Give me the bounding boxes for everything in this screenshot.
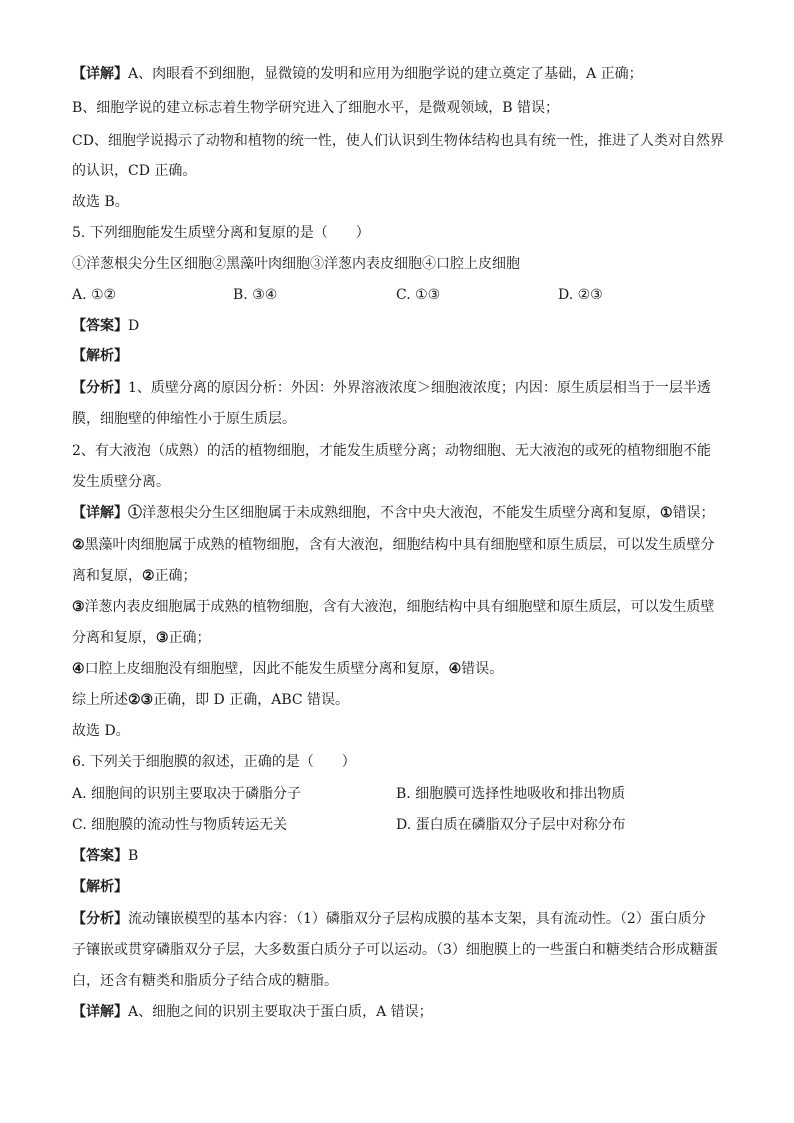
q5-detail-2: [72, 535, 722, 555]
q5-detail-2-cont-text: 离和复原，: [72, 568, 142, 584]
q5-detail-2-text: 黑藻叶肉细胞属于成熟的植物细胞，含有大液泡，细胞结构中具有细胞壁和原生质层，可以发生质壁分: [84, 537, 715, 553]
q6-option-b: B. 细胞膜可选择性地吸收和排出物质: [396, 786, 626, 802]
q6-option-a: A. 细胞间的识别主要取决于磷脂分子: [72, 786, 302, 802]
q6-analysis-tag: 【解析】: [72, 879, 128, 895]
q4-detail-a: [72, 64, 722, 84]
q6-option-c: C. 细胞膜的流动性与物质转运无关: [72, 817, 288, 833]
mark-4-end: ④: [448, 661, 462, 677]
q5-option-b: B. ③④: [233, 287, 278, 303]
q6-question: 6. 下列关于细胞膜的叙述，正确的是（ ）: [72, 754, 356, 770]
q5-answer: [72, 316, 722, 336]
q4-detail-cd-1: CD、细胞学说揭示了动物和植物的统一性，使人们认识到生物体结构也具有统一性，推进了人类对自然界: [72, 133, 724, 149]
mark-1-end: ①: [660, 505, 673, 521]
q5-detail-3-end: 正确；: [168, 630, 211, 646]
mark-4: ④: [72, 661, 85, 677]
answer-tag: 【答案】: [72, 318, 128, 334]
q4-detail-b: B、细胞学说的建立标志着生物学研究进入了细胞水平，是微观领域，B 错误；: [72, 100, 560, 116]
mark-1: ①: [128, 505, 142, 521]
q5-analysis-tag: 【解析】: [72, 348, 128, 364]
q5-detail-3-cont: [72, 628, 722, 648]
q5-summary-post: 正确，即 D 正确，ABC 错误。: [153, 692, 350, 708]
q5-fenxi-1: [72, 378, 722, 398]
q5-stem: ①洋葱根尖分生区细胞②黑藻叶肉细胞③洋葱内表皮细胞④口腔上皮细胞: [72, 256, 520, 272]
q6-fenxi-3: 白，还含有糖类和脂质分子结合成的糖脂。: [72, 973, 338, 989]
q4-detail-cd-2: 的认识，CD 正确。: [72, 163, 197, 179]
q4-choose: 故选 B。: [72, 194, 129, 210]
q5-detail-1: [72, 503, 722, 523]
q5-detail-3: [72, 597, 722, 617]
q6-detail-a: [72, 1002, 722, 1022]
q6-detail-a-text: A、细胞之间的识别主要取决于蛋白质，A 错误；: [128, 1004, 433, 1020]
mark-3: ③: [72, 599, 85, 615]
q5-choose: 故选 D。: [72, 723, 130, 739]
q5-detail-4-end: 错误。: [461, 661, 504, 677]
q6-fenxi-1: [72, 909, 722, 929]
fenxi-tag: 【分析】: [72, 911, 128, 927]
q5-detail-1-text: 洋葱根尖分生区细胞属于未成熟细胞，不含中央大液泡，不能发生质壁分离和复原，: [142, 505, 660, 521]
q5-detail-4-text: 口腔上皮细胞没有细胞壁，因此不能发生质壁分离和复原，: [84, 661, 449, 677]
q5-detail-3-cont-text: 分离和复原，: [72, 630, 156, 646]
q5-fenxi-3: 2、有大液泡（成熟）的活的植物细胞，才能发生质壁分离；动物细胞、无大液泡的或死的植物细胞不能: [72, 443, 711, 459]
q5-fenxi-1-text: 1、质壁分离的原因分析：外因：外界溶液浓度＞细胞液浓度；内因：原生质层相当于一层半透: [128, 380, 711, 396]
q5-detail-3-text: 洋葱内表皮细胞属于成熟的植物细胞，含有大液泡，细胞结构中具有细胞壁和原生质层，可以发生质壁: [84, 599, 715, 615]
fenxi-tag: 【分析】: [72, 380, 128, 396]
q5-detail-2-cont: [72, 566, 722, 586]
answer-tag: 【答案】: [72, 848, 128, 864]
q6-fenxi-2: 子镶嵌或贯穿磷脂双分子层，大多数蛋白质分子可以运动。（3）细胞膜上的一些蛋白和糖类结合形成糖蛋: [72, 942, 718, 958]
detail-tag: 【详解】: [72, 1004, 128, 1020]
q5-detail-1-end: 错误；: [672, 505, 715, 521]
q5-fenxi-2: 膜，细胞壁的伸缩性小于原生质层。: [72, 411, 296, 427]
q6-answer: [72, 846, 722, 866]
q5-option-c: C. ①③: [396, 287, 441, 303]
q5-detail-2-end: 正确；: [154, 568, 197, 584]
detail-tag: 【详解】: [72, 66, 128, 82]
q4-detail-a-text: A、肉眼看不到细胞，显微镜的发明和应用为细胞学说的建立奠定了基础，A 正确；: [128, 66, 643, 82]
q5-summary: [72, 690, 722, 710]
answer-value: B: [128, 848, 139, 864]
mark-2: ②: [72, 537, 85, 553]
q5-option-d: D. ②③: [558, 287, 603, 303]
detail-tag: 【详解】: [72, 505, 128, 521]
answer-value: D: [128, 318, 140, 334]
q5-summary-pre: 综上所述: [72, 692, 128, 708]
mark-3-end: ③: [156, 630, 169, 646]
q5-fenxi-4: 发生质壁分离。: [72, 474, 170, 490]
q5-detail-4: [72, 659, 722, 679]
q5-question: 5. 下列细胞能发生质壁分离和复原的是（ ）: [72, 225, 370, 241]
q5-option-a: A. ①②: [72, 287, 117, 303]
mark-2-end: ②: [142, 568, 155, 584]
q6-fenxi-1-text: 流动镶嵌模型的基本内容：（1）磷脂双分子层构成膜的基本支架，具有流动性。（2）蛋白质分: [128, 911, 706, 927]
q6-option-d: D. 蛋白质在磷脂双分子层中对称分布: [396, 817, 626, 833]
q5-summary-marks: ②③: [128, 692, 154, 708]
